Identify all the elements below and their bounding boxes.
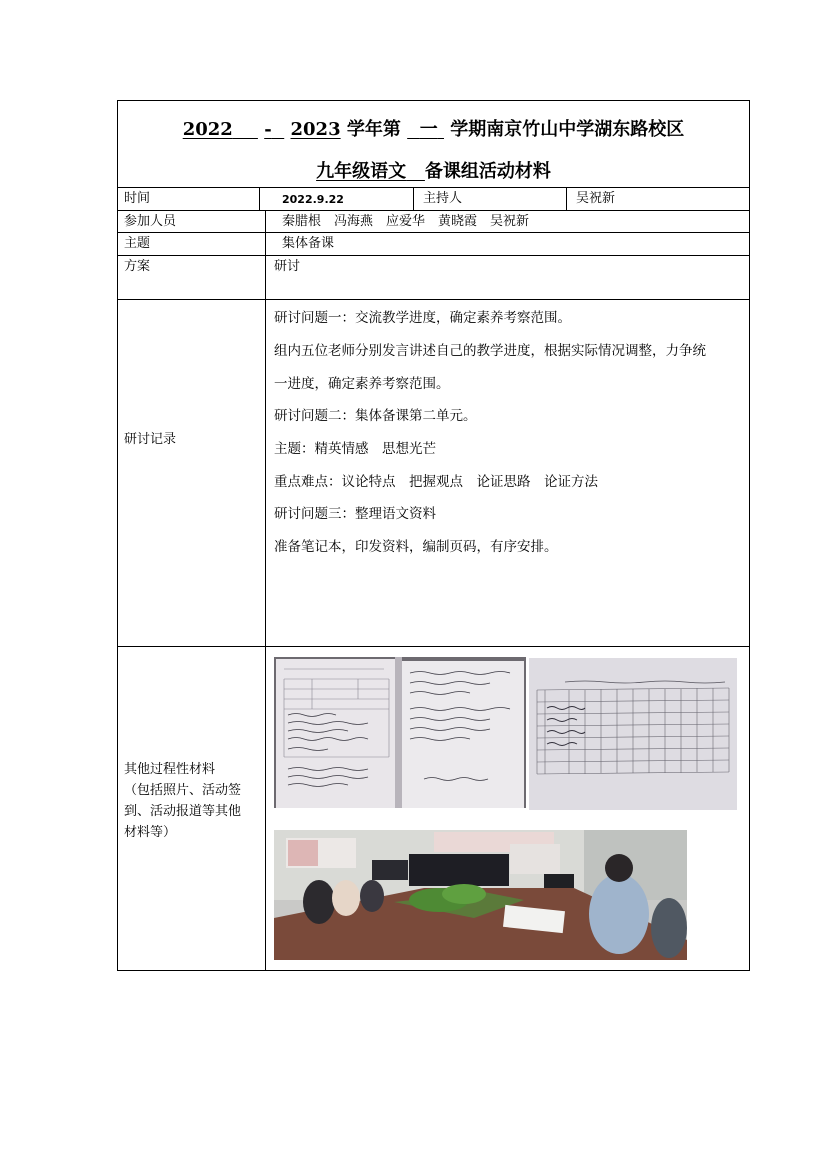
col-divider (566, 187, 567, 210)
record-line: 主题：精英情感 思想光芒 (274, 441, 436, 457)
participants-label: 参加人员 (124, 214, 177, 229)
xuenian-di: 学年第 (346, 119, 401, 140)
col-divider (413, 187, 414, 210)
record-line: 组内五位老师分别发言讲述自己的教学进度，根据实际情况调整，力争统 (274, 343, 706, 359)
record-line: 研讨问题三：整理语文资料 (274, 506, 436, 522)
grade-subject: 九年级语文 (316, 161, 407, 182)
time-label: 时间 (124, 191, 151, 206)
time-value: 2022.9.22 (282, 193, 344, 206)
form-title-line2 (118, 157, 749, 183)
host-value: 吴祝新 (576, 191, 616, 206)
materials-label-line: 其他过程性材料 (124, 762, 216, 777)
meeting-photo (274, 830, 687, 960)
term-school: 学期南京竹山中学湖东路校区 (450, 119, 685, 140)
participants-value: 秦腊根 冯海燕 应爱华 黄晓霞 吴祝新 (282, 214, 530, 229)
row-divider (118, 232, 749, 233)
plan-value: 研讨 (274, 259, 301, 274)
host-label: 主持人 (423, 191, 463, 206)
notebook-photo (274, 657, 526, 808)
plan-label: 方案 (124, 259, 151, 274)
materials-label-line: 材料等） (124, 825, 177, 840)
topic-value: 集体备课 (282, 236, 335, 251)
record-line: 一进度，确定素养考察范围。 (274, 376, 450, 392)
materials-label-line: （包括照片、活动签 (124, 783, 242, 798)
record-form (117, 100, 750, 971)
record-line: 研讨问题二：集体备课第二单元。 (274, 408, 477, 424)
row-divider (118, 255, 749, 256)
record-line: 研讨问题一：交流教学进度，确定素养考察范围。 (274, 310, 571, 326)
col-divider (259, 187, 260, 210)
term-number: 一 (419, 119, 438, 140)
record-line: 重点难点：议论特点 把握观点 论证思路 论证方法 (274, 474, 598, 490)
row-divider (118, 210, 749, 211)
row-divider (118, 299, 749, 300)
record-label: 研讨记录 (124, 432, 177, 447)
topic-label: 主题 (124, 236, 151, 251)
col-divider (265, 210, 266, 971)
group-title: 备课组活动材料 (424, 161, 551, 182)
form-title-line1 (118, 115, 749, 141)
record-line: 准备笔记本，印发资料，编制页码，有序安排。 (274, 539, 558, 555)
signin-sheet-photo (529, 658, 737, 810)
materials-label-line: 到、活动报道等其他 (124, 804, 242, 819)
year-start: 2022 (182, 119, 233, 140)
year-end: 2023 (290, 119, 341, 140)
row-divider (118, 187, 749, 188)
year-dash: - (264, 119, 272, 140)
row-divider (118, 646, 749, 647)
